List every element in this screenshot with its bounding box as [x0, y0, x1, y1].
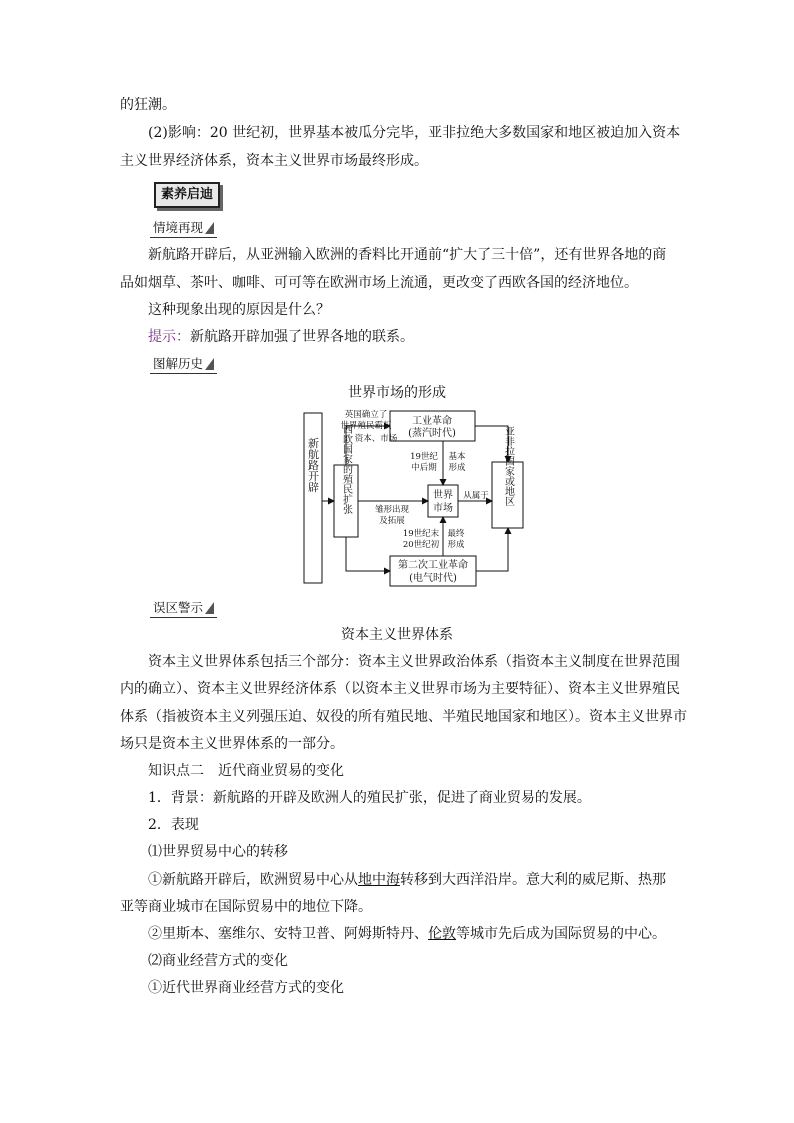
- text-seg: 转移到大西洋沿岸。意大利的威尼斯、热那: [400, 872, 666, 888]
- text-line: 这种现象出现的原因是什么？: [148, 302, 330, 318]
- label-19c-2: 中后期: [411, 463, 437, 473]
- hint-label: 提示：: [148, 329, 190, 345]
- text-line: 新航路开辟后，从亚洲输入欧洲的香料比开通前“扩大了三十倍”，还有世界各地的商: [148, 247, 667, 263]
- label-final-2: 形成: [447, 540, 465, 550]
- world-market-text-2: 市场: [433, 503, 453, 514]
- tag-label: 图解历史: [153, 356, 204, 371]
- text-line: ⑵商业经营方式的变化: [148, 953, 288, 969]
- label-capital: 资本、市场: [354, 434, 398, 444]
- label-end-1: 19世纪末: [402, 529, 440, 539]
- text-line: ①近代世界商业经营方式的变化: [148, 980, 344, 996]
- world-market-diagram: [290, 405, 540, 590]
- industrial-text-2: (蒸汽时代): [408, 428, 456, 439]
- text-seg: ②里斯本、塞维尔、安特卫普、阿姆斯特丹、: [148, 926, 428, 942]
- knowledge-heading: 知识点二 近代商业贸易的变化: [148, 763, 344, 779]
- label-embryo-2: 及拓展: [379, 516, 405, 526]
- tag-corner-icon: [205, 222, 214, 234]
- text-line: 亚等商业城市在国际贸易中的地位下降。: [120, 899, 372, 915]
- left-box-text: 新航路开辟: [306, 437, 320, 493]
- label-britain-1: 英国确立了: [344, 410, 388, 420]
- text-line: 体系（指被资本主义列强压迫、奴役的所有殖民地、半殖民地国家和地区）。资本主义世界市: [120, 709, 687, 725]
- label-19c-1: 19世纪: [410, 452, 438, 462]
- tag-corner-icon: [205, 602, 214, 614]
- world-market-text-1: 世界: [433, 490, 453, 501]
- text-line: 资本主义世界体系包括三个部分：资本主义世界政治体系（指资本主义制度在世界范围: [148, 654, 680, 670]
- second-industrial-text-2: (电气时代): [409, 573, 457, 584]
- section-tag: [150, 219, 217, 238]
- section-badge: 素养启迪: [154, 182, 220, 208]
- second-industrial-text-1: 第二次工业革命: [398, 560, 468, 571]
- tag-label: 情境再现: [153, 220, 204, 235]
- text-line: 1．背景：新航路的开辟及欧洲人的殖民扩张，促进了商业贸易的发展。: [148, 790, 591, 806]
- colonial-text: 西欧国家的殖民扩张: [340, 424, 352, 514]
- text-seg: ①新航路开辟后，欧洲贸易中心从: [148, 872, 358, 888]
- tag-label: 误区警示: [153, 600, 204, 615]
- misc-title: 资本主义世界体系: [341, 627, 453, 643]
- industrial-text-1: 工业革命: [412, 416, 452, 427]
- text-line: [148, 871, 666, 889]
- label-end-2: 20世纪初: [402, 540, 440, 550]
- text-line: 2．表现: [148, 817, 199, 833]
- label-basic-2: 形成: [448, 463, 466, 473]
- label-from: 从属于: [463, 491, 489, 501]
- label-britain-2: 世界殖民霸权: [340, 421, 392, 431]
- text-line: 场只是资本主义世界体系的一部分。: [120, 736, 344, 752]
- afro-text: 亚非拉国家或地区: [502, 426, 514, 506]
- tag-corner-icon: [205, 358, 214, 370]
- text-line: [148, 925, 666, 943]
- text-line: 的狂潮。: [120, 97, 176, 113]
- text-line: 品如烟草、茶叶、咖啡、可可等在欧洲市场上流通，更改变了西欧各国的经济地位。: [120, 275, 638, 291]
- hint-text: 新航路开辟加强了世界各地的联系。: [190, 329, 414, 345]
- section-tag: [150, 599, 217, 618]
- underlined-term: 地中海: [358, 872, 400, 888]
- text-line: 主义世界经济体系，资本主义世界市场最终形成。: [120, 153, 428, 169]
- text-line: ⑴世界贸易中心的转移: [148, 844, 288, 860]
- label-basic-1: 基本: [448, 452, 466, 462]
- label-final-1: 最终: [447, 529, 465, 539]
- diagram-title: 世界市场的形成: [348, 385, 446, 401]
- hint-line: [148, 328, 414, 346]
- text-line: (2)影响：20 世纪初，世界基本被瓜分完毕，亚非拉绝大多数国家和地区被迫加入资本: [148, 125, 681, 141]
- text-seg: 等城市先后成为国际贸易的中心。: [456, 926, 666, 942]
- text-line: 内的确立）、资本主义世界经济体系（以资本主义世界市场为主要特征）、资本主义世界殖民: [120, 681, 680, 697]
- underlined-term: 伦敦: [428, 926, 456, 942]
- label-embryo-1: 雏形出现: [374, 505, 410, 515]
- section-tag: [150, 355, 217, 374]
